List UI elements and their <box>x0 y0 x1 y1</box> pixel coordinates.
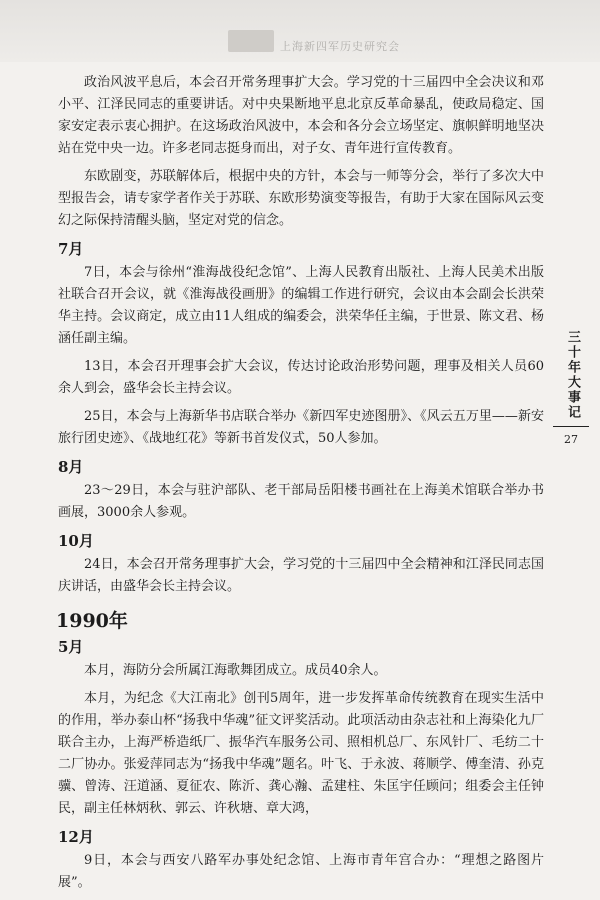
running-header: 上海新四军历史研究会 <box>280 40 400 53</box>
chapter-title: 三十年大事记 <box>565 330 580 420</box>
paragraph: 25日，本会与上海新华书店联合举办《新四军史迹图册》、《风云五万里——新安旅行团史迹》、《战地红花》等新书首发仪式，50人参加。 <box>58 409 544 446</box>
book-logo-icon <box>228 30 274 52</box>
paragraph: 本月，为纪念《大江南北》创刊5周年，进一步发挥革命传统教育在现实生活中的作用，举办泰山杯“扬我中华魂”征文评奖活动。此项活动由杂志社和上海染化九厂联合主办，上海严桥造纸厂、振华汽车服务公司、照相机总厂、东风针厂、毛纺二十二厂协办。张爱萍同志为“扬我中华魂”题名。叶飞、于永波、蒋顺学、傅奎清、孙克骥、曾涛、汪道涵、夏征农、陈沂、龚心瀚、孟建柱、朱匡宇任顾问；组委会主任钟民，副主任林炳秋、郭云、许秋塘、章大鸿， <box>58 691 544 816</box>
month-heading: 7月 <box>58 240 84 258</box>
month-heading: 8月 <box>58 458 84 476</box>
page-body <box>58 72 544 900</box>
paragraph: 9日，本会与西安八路军办事处纪念馆、上海市青年宫合办：“理想之路图片展”。 <box>58 853 544 890</box>
year-heading: 1990年 <box>56 610 128 632</box>
paragraph: 本月，海防分会所属江海歌舞团成立。成员40余人。 <box>84 663 387 678</box>
divider <box>553 426 589 427</box>
month-heading: 12月 <box>58 828 94 846</box>
paragraph: 13日，本会召开理事会扩大会议，传达讨论政治形势问题，理事及相关人员60余人到会，盛华会长主持会议。 <box>58 359 544 396</box>
paragraph: 23～29日，本会与驻沪部队、老干部局岳阳楼书画社在上海美术馆联合举办书画展，3000余人参观。 <box>58 483 544 520</box>
month-heading: 5月 <box>58 638 84 656</box>
paragraph: 7日，本会与徐州“淮海战役纪念馆”、上海人民教育出版社、上海人民美术出版社联合召开会议，就《淮海战役画册》的编辑工作进行研究，会议由本会副会长洪荣华主持。会议商定，成立由11人组成的编委会，洪荣华任主编，于世景、陈文君、杨涵任副主编。 <box>58 265 544 346</box>
sidebar-chapter-marker <box>553 330 589 446</box>
paragraph: 24日，本会召开常务理事扩大会，学习党的十三届四中全会精神和江泽民同志国庆讲话，由盛华会长主持会议。 <box>58 557 544 594</box>
page-number: 27 <box>564 433 578 446</box>
month-heading: 10月 <box>58 532 94 550</box>
page-header-band <box>0 0 600 62</box>
paragraph: 东欧剧变，苏联解体后，根据中央的方针，本会与一师等分会，举行了多次大中型报告会，请专家学者作关于苏联、东欧形势演变等报告，有助于大家在国际风云变幻之际保持清醒头脑，坚定对党的信念。 <box>58 169 544 228</box>
paragraph: 政治风波平息后，本会召开常务理事扩大会。学习党的十三届四中全会决议和邓小平、江泽民同志的重要讲话。对中央果断地平息北京反革命暴乱，使政局稳定、国家安定表示衷心拥护。在这场政治风波中，本会和各分会立场坚定、旗帜鲜明地坚决站在党中央一边。许多老同志挺身而出，对子女、青年进行宣传教育。 <box>58 75 544 156</box>
